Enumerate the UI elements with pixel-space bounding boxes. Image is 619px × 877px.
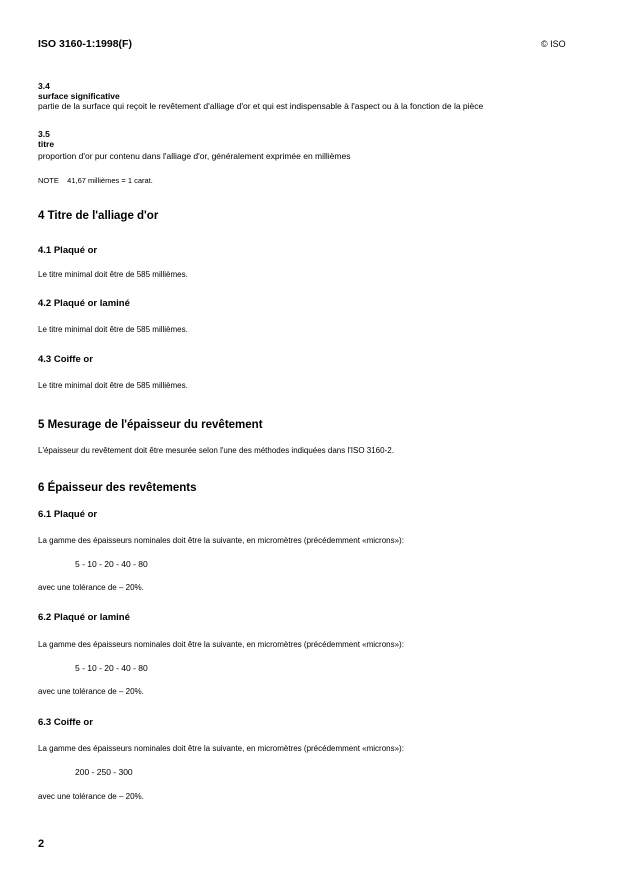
term-number: 3.5 [38, 129, 50, 139]
paragraph: Le titre minimal doit être de 585 millièmes. [38, 270, 188, 279]
paragraph: La gamme des épaisseurs nominales doit être la suivante, en micromètres (précédemment «microns»): [38, 536, 404, 545]
term-definition: partie de la surface qui reçoit le revêtement d'alliage d'or et qui est indispensable à l'aspect ou à la fonction de la pièce [38, 101, 484, 111]
tolerance-text: avec une tolérance de – 20%. [38, 792, 144, 801]
paragraph: La gamme des épaisseurs nominales doit être la suivante, en micromètres (précédemment «microns»): [38, 640, 404, 649]
tolerance-text: avec une tolérance de – 20%. [38, 583, 144, 592]
subsection-heading: 6.3 Coiffe or [38, 717, 93, 728]
page-number: 2 [38, 838, 45, 850]
paragraph: L'épaisseur du revêtement doit être mesurée selon l'une des méthodes indiquées dans l'ISO 3160-2. [38, 446, 394, 455]
tolerance-text: avec une tolérance de – 20%. [38, 687, 144, 696]
subsection-heading: 4.3 Coiffe or [38, 354, 93, 365]
subsection-heading: 6.1 Plaqué or [38, 509, 98, 520]
term-number: 3.4 [38, 81, 50, 91]
section-heading: 6 Épaisseur des revêtements [38, 482, 197, 494]
section-heading: 5 Mesurage de l'épaisseur du revêtement [38, 419, 263, 431]
subsection-heading: 4.2 Plaqué or laminé [38, 298, 130, 309]
paragraph: La gamme des épaisseurs nominales doit être la suivante, en micromètres (précédemment «microns»): [38, 744, 404, 753]
term-name: surface significative [38, 91, 120, 101]
section-heading: 4 Titre de l'alliage d'or [38, 210, 159, 222]
document-id: ISO 3160-1:1998(F) [38, 38, 132, 50]
copyright-notice: © ISO [541, 39, 566, 49]
note: NOTE 41,67 millièmes = 1 carat. [38, 176, 153, 185]
paragraph: Le titre minimal doit être de 585 millièmes. [38, 325, 188, 334]
term-name: titre [38, 139, 55, 149]
term-definition: proportion d'or pur contenu dans l'alliage d'or, généralement exprimée en millièmes [38, 151, 351, 161]
thickness-values: 5 - 10 - 20 - 40 - 80 [75, 663, 148, 673]
thickness-values: 200 - 250 - 300 [75, 767, 133, 777]
paragraph: Le titre minimal doit être de 585 millièmes. [38, 381, 188, 390]
subsection-heading: 4.1 Plaqué or [38, 245, 98, 256]
thickness-values: 5 - 10 - 20 - 40 - 80 [75, 559, 148, 569]
subsection-heading: 6.2 Plaqué or laminé [38, 612, 130, 623]
